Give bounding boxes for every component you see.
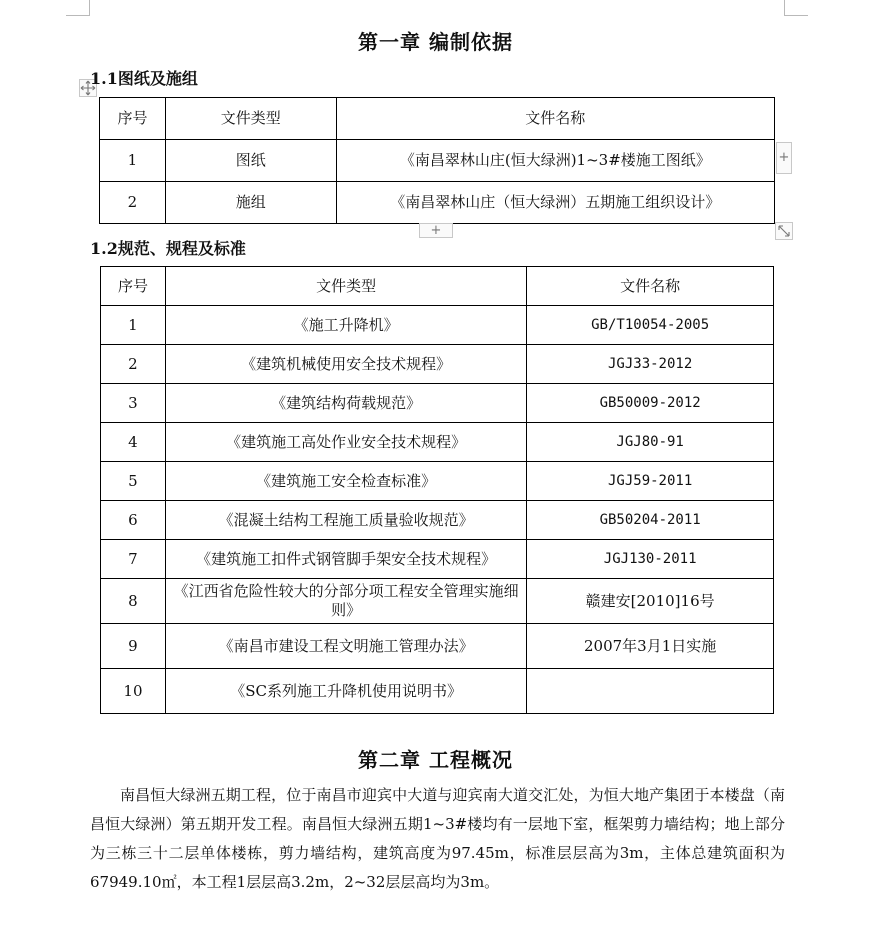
header-cell: 序号 (101, 267, 166, 306)
table-cell: 《南昌翠林山庄（恒大绿洲）五期施工组织设计》 (336, 182, 774, 224)
crop-mark-right-vertical (784, 0, 785, 16)
crop-mark-left-horizontal (66, 15, 90, 16)
table-row (101, 624, 774, 669)
section-1-2-heading: 1.2规范、规程及标准 (90, 239, 246, 258)
table-row (100, 182, 775, 224)
table-cell: 1 (100, 140, 166, 182)
table-cell: 2 (100, 182, 166, 224)
table-cell: 9 (101, 624, 166, 669)
table-row (101, 669, 774, 714)
section-1-1-heading: 1.1图纸及施组 (90, 69, 198, 88)
table-cell: 4 (101, 423, 166, 462)
project-overview-paragraph: 南昌恒大绿洲五期工程，位于南昌市迎宾中大道与迎宾南大道交汇处，为恒大地产集团于本楼盘（南昌恒大绿洲）第五期开发工程。南昌恒大绿洲五期1~3#楼均有一层地下室，框架剪力墙结构；地上部分为三栋三十二层单体楼栋，剪力墙结构，建筑高度为97.45m，标准层层高为3m，主体总建筑面积为67949.10㎡，本工程1层层高3.2m，2~32层层高均为3m。 (90, 786, 785, 891)
table-header-row (100, 98, 775, 140)
table-row (101, 384, 774, 423)
table-cell: 8 (101, 579, 166, 624)
table-header-row (101, 267, 774, 306)
resize-icon[interactable] (775, 222, 793, 240)
table-cell: 《南昌翠林山庄(恒大绿洲)1~3#楼施工图纸》 (336, 140, 774, 182)
table-row (101, 501, 774, 540)
chapter-1-title: 第一章 编制依据 (358, 30, 513, 54)
table-cell: 《江西省危险性较大的分部分项工程安全管理实施细则》 (165, 579, 526, 624)
table-cell: 3 (101, 384, 166, 423)
table-cell: 图纸 (165, 140, 336, 182)
standards-table (100, 266, 774, 714)
table-cell: 施组 (165, 182, 336, 224)
table-cell: GB50009-2012 (527, 384, 774, 423)
header-cell: 文件类型 (165, 267, 526, 306)
table-cell: 《建筑施工安全检查标准》 (165, 462, 526, 501)
table-cell: JGJ33-2012 (527, 345, 774, 384)
table-cell: 《施工升降机》 (165, 306, 526, 345)
table-row (101, 579, 774, 624)
header-cell: 文件名称 (527, 267, 774, 306)
table-cell: 《混凝土结构工程施工质量验收规范》 (165, 501, 526, 540)
table-cell: JGJ59-2011 (527, 462, 774, 501)
header-cell: 序号 (100, 98, 166, 140)
header-cell: 文件类型 (165, 98, 336, 140)
crop-mark-left-vertical (89, 0, 90, 16)
table-row (101, 345, 774, 384)
table-cell: 《建筑结构荷载规范》 (165, 384, 526, 423)
table-cell: 6 (101, 501, 166, 540)
add-row-button[interactable]: + (419, 223, 453, 238)
table-row (101, 462, 774, 501)
table-cell (527, 669, 774, 714)
table-row (100, 140, 775, 182)
header-cell: 文件名称 (336, 98, 774, 140)
table-cell: JGJ130-2011 (527, 540, 774, 579)
table-cell: 《建筑施工高处作业安全技术规程》 (165, 423, 526, 462)
table-cell: 《SC系列施工升降机使用说明书》 (165, 669, 526, 714)
table-cell: 1 (101, 306, 166, 345)
crop-mark-right-horizontal (784, 15, 808, 16)
chapter-2-title: 第二章 工程概况 (358, 748, 513, 772)
table-cell: 《建筑施工扣件式钢管脚手架安全技术规程》 (165, 540, 526, 579)
table-cell: 10 (101, 669, 166, 714)
table-cell: 2007年3月1日实施 (527, 624, 774, 669)
table-row (101, 423, 774, 462)
table-row (101, 540, 774, 579)
table-cell: 《建筑机械使用安全技术规程》 (165, 345, 526, 384)
add-column-button[interactable]: + (776, 142, 792, 174)
table-cell: 5 (101, 462, 166, 501)
drawings-table (99, 97, 775, 224)
table-cell: 7 (101, 540, 166, 579)
table-row (101, 306, 774, 345)
table-cell: 《南昌市建设工程文明施工管理办法》 (165, 624, 526, 669)
table-cell: GB/T10054-2005 (527, 306, 774, 345)
table-cell: 赣建安[2010]16号 (527, 579, 774, 624)
table-cell: JGJ80-91 (527, 423, 774, 462)
table-cell: 2 (101, 345, 166, 384)
table-cell: GB50204-2011 (527, 501, 774, 540)
